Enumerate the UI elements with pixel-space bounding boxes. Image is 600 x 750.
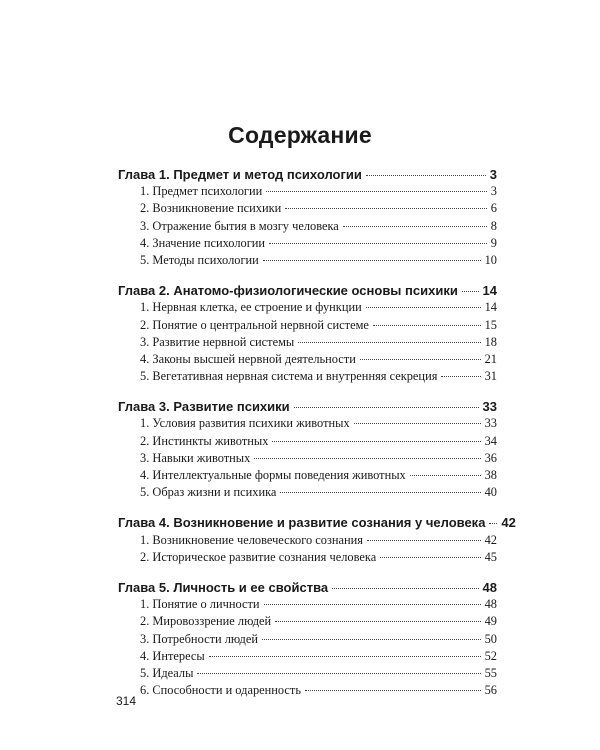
section-entry-title: 1. Возникновение человеческого сознания: [140, 532, 363, 547]
table-of-contents: [118, 166, 516, 712]
section-entry: [118, 450, 497, 467]
dot-leader: [209, 656, 481, 657]
dot-leader: [272, 441, 480, 442]
section-entry-title: 2. Возникновение психики: [140, 201, 282, 216]
section-entry: [118, 433, 497, 450]
section-entry-title: 5. Вегетативная нервная система и внутренняя секреция: [140, 369, 438, 384]
section-entry-page: 21: [484, 351, 497, 366]
section-entry-page: 48: [484, 597, 497, 612]
section-entry-page: 14: [484, 300, 497, 315]
page-number: 314: [116, 694, 137, 708]
section-entry-page: 3: [490, 184, 497, 199]
section-entry-title: 2. Мировоззрение людей: [140, 614, 272, 629]
chapter-entry: [118, 166, 497, 183]
dot-leader: [275, 621, 480, 622]
section-entry: [118, 334, 497, 351]
dot-leader: [366, 307, 481, 308]
chapter-entry-title: Глава 1. Предмет и метод психологии: [118, 167, 362, 182]
section-entry-page: 38: [484, 468, 497, 482]
section-entry: [118, 648, 497, 665]
section-entry-page: 55: [484, 665, 497, 680]
section-entry: [118, 596, 497, 613]
dot-leader: [264, 604, 481, 605]
section-entry-title: 4. Значение психологии: [140, 235, 266, 250]
dot-leader: [285, 208, 487, 209]
section-entry-title: 1. Условия развития психики животных: [140, 416, 350, 431]
dot-leader: [262, 639, 481, 640]
section-entry-title: 3. Потребности людей: [140, 631, 258, 646]
section-entry-page: 31: [484, 369, 497, 384]
section-entry-title: 1. Нервная клетка, ее строение и функции: [140, 300, 362, 315]
section-entry: [118, 235, 497, 252]
dot-leader: [332, 588, 478, 589]
chapter-entry-page: 14: [482, 283, 497, 299]
section-entry-title: 4. Интересы: [140, 648, 205, 663]
section-entry: [118, 252, 497, 269]
section-entry-title: 2. Историческое развитие сознания человека: [140, 549, 377, 564]
section-entry: [118, 299, 497, 316]
section-entry: [118, 484, 497, 501]
section-entry: [118, 631, 497, 648]
section-entry-page: 42: [484, 532, 497, 547]
section-entry-title: 3. Развитие нервной системы: [140, 334, 295, 349]
section-entry-page: 34: [484, 433, 497, 448]
chapter-block: [118, 282, 497, 385]
chapter-block: [118, 166, 497, 269]
section-entry-page: 40: [484, 485, 497, 500]
dot-leader: [298, 342, 480, 343]
section-entry: [118, 549, 497, 566]
section-entry-title: 3. Отражение бытия в мозгу человека: [140, 218, 339, 233]
section-entry-page: 49: [484, 614, 497, 629]
dot-leader: [254, 458, 480, 459]
section-entry-title: 1. Понятие о личности: [140, 597, 260, 612]
dot-leader: [373, 325, 481, 326]
dot-leader: [269, 243, 487, 244]
section-entry: [118, 467, 497, 484]
section-entry: [118, 351, 497, 368]
section-entry-page: 56: [484, 683, 497, 698]
section-entry-page: 36: [484, 450, 497, 465]
section-entry-page: 52: [484, 648, 497, 663]
section-entry-page: 50: [484, 631, 497, 646]
section-entry-title: 4. Интеллектуальные формы поведения животных: [140, 468, 406, 482]
dot-leader: [462, 291, 479, 292]
dot-leader: [305, 690, 481, 691]
section-entry-page: 45: [484, 549, 497, 564]
section-entry-title: 3. Навыки животных: [140, 450, 251, 465]
chapter-entry-title: Глава 5. Личность и ее свойства: [118, 579, 329, 595]
chapter-entry-page: 48: [482, 579, 497, 595]
section-entry-page: 8: [490, 218, 497, 233]
dot-leader: [360, 359, 481, 360]
section-entry-title: 5. Идеалы: [140, 665, 194, 680]
chapter-entry-title: Глава 2. Анатомо-физиологические основы психики: [118, 283, 458, 299]
section-entry-page: 15: [484, 317, 497, 332]
section-entry-title: 4. Законы высшей нервной деятельности: [140, 351, 356, 366]
dot-leader: [354, 423, 481, 424]
section-entry-page: 18: [484, 334, 497, 349]
dot-leader: [380, 557, 480, 558]
dot-leader: [410, 475, 481, 476]
chapter-entry-title: Глава 3. Развитие психики: [118, 399, 290, 415]
section-entry: [118, 665, 497, 682]
dot-leader: [263, 260, 481, 261]
section-entry-page: 9: [490, 235, 497, 250]
chapter-entry-title: Глава 4. Возникновение и развитие сознания у человека: [118, 515, 486, 531]
dot-leader: [280, 492, 480, 493]
dot-leader: [441, 376, 480, 377]
section-entry-page: 33: [484, 416, 497, 431]
dot-leader: [294, 407, 479, 408]
section-entry: [118, 682, 497, 699]
section-entry-title: 5. Образ жизни и психика: [140, 485, 277, 500]
section-entry-title: 5. Методы психологии: [140, 252, 259, 267]
dot-leader: [366, 175, 486, 176]
section-entry: [118, 415, 497, 432]
page-title: Содержание: [228, 122, 372, 148]
chapter-entry: [118, 398, 497, 415]
dot-leader: [489, 523, 497, 524]
dot-leader: [367, 540, 481, 541]
section-entry-title: 2. Понятие о центральной нервной системе: [140, 317, 369, 332]
section-entry-title: 6. Способности и одаренность: [140, 683, 301, 698]
dot-leader: [266, 191, 487, 192]
chapter-block: [118, 398, 497, 501]
section-entry-title: 1. Предмет психологии: [140, 184, 263, 199]
chapter-entry-page: 3: [489, 167, 497, 182]
chapter-block: [118, 579, 497, 699]
chapter-entry: [118, 514, 516, 531]
chapter-entry-page: 33: [482, 399, 497, 415]
section-entry: [118, 183, 497, 200]
chapter-entry: [118, 579, 497, 596]
section-entry-page: 10: [484, 252, 497, 267]
section-entry: [118, 532, 497, 549]
section-entry-title: 2. Инстинкты животных: [140, 433, 269, 448]
dot-leader: [197, 673, 480, 674]
chapter-entry: [118, 282, 497, 299]
section-entry: [118, 317, 497, 334]
section-entry-page: 6: [490, 201, 497, 216]
section-entry: [118, 218, 497, 235]
dot-leader: [343, 226, 487, 227]
section-entry: [118, 200, 497, 217]
chapter-block: [118, 514, 516, 566]
section-entry: [118, 613, 497, 630]
section-entry: [118, 368, 497, 385]
chapter-entry-page: 42: [501, 515, 516, 531]
